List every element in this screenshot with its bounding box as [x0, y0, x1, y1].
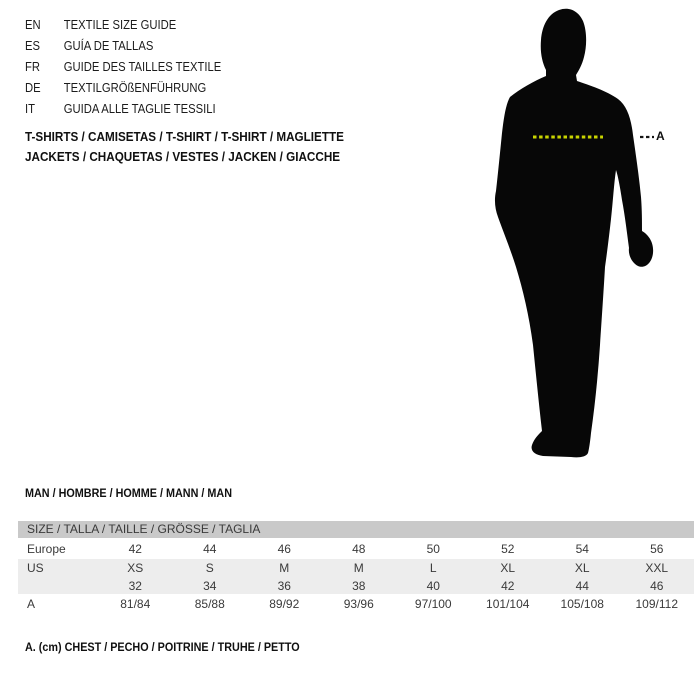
man-silhouette-svg: [458, 4, 683, 459]
size-cell: 89/92: [269, 597, 300, 611]
language-code: DE: [25, 81, 41, 95]
size-cell: L: [429, 561, 437, 575]
section-title-man: MAN / HOMBRE / HOMME / MANN / MAN: [25, 486, 232, 500]
language-code: EN: [25, 18, 41, 32]
size-cell: 85/88: [194, 597, 225, 611]
table-row-europe: [18, 538, 694, 559]
language-code: ES: [25, 39, 41, 53]
size-cell: 48: [352, 541, 366, 556]
language-label: GUIDA ALLE TAGLIE TESSILI: [63, 102, 216, 116]
language-list: [25, 15, 221, 120]
size-cell: 40: [426, 578, 440, 593]
language-row: [25, 78, 221, 99]
man-silhouette-path: [495, 9, 653, 458]
size-cell: 109/112: [635, 597, 678, 611]
size-cell: XS: [127, 561, 144, 575]
language-row: [25, 57, 221, 78]
size-cell: 44: [203, 541, 217, 556]
row-label: US: [27, 561, 44, 575]
language-code: IT: [25, 102, 35, 116]
measurement-footnote: A. (cm) CHEST / PECHO / POITRINE / TRUHE / PETTO: [25, 640, 300, 654]
table-row-us: [18, 559, 694, 577]
size-cell: 54: [575, 541, 589, 556]
size-cell: M: [353, 561, 364, 575]
size-cell: 52: [501, 541, 515, 556]
size-cell: 50: [426, 541, 440, 556]
size-cell: 46: [650, 578, 664, 593]
size-cell: 36: [277, 578, 291, 593]
size-cell: 34: [203, 578, 217, 593]
size-cell: XL: [574, 561, 590, 575]
size-cell: 97/100: [414, 597, 452, 611]
language-label: GUIDE DES TAILLES TEXTILE: [63, 60, 222, 74]
size-cell: 38: [352, 578, 366, 593]
size-cell: 42: [501, 578, 515, 593]
size-cell: S: [205, 561, 214, 575]
size-cell: XXL: [645, 561, 669, 575]
language-row: [25, 15, 221, 36]
table-row-chest-cm: [18, 594, 694, 614]
size-table-header: SIZE / TALLA / TAILLE / GRÖSSE / TAGLIA: [18, 521, 694, 538]
language-label: TEXTILE SIZE GUIDE: [63, 18, 177, 32]
size-cell: 44: [575, 578, 589, 593]
chest-marker-label: A: [656, 129, 665, 143]
language-label: GUÍA DE TALLAS: [63, 39, 154, 53]
product-line-jackets: JACKETS / CHAQUETAS / VESTES / JACKEN / GIACCHE: [25, 149, 341, 164]
language-code: FR: [25, 60, 41, 74]
size-cell: 105/108: [560, 597, 604, 611]
size-cell: 93/96: [343, 597, 374, 611]
size-cell: 46: [277, 541, 291, 556]
language-row: [25, 99, 221, 120]
size-cell: 81/84: [120, 597, 151, 611]
size-cell: 101/104: [486, 597, 530, 611]
language-row: [25, 36, 221, 57]
size-table: [18, 521, 694, 614]
row-label: A: [27, 597, 36, 611]
size-cell: 42: [128, 541, 142, 556]
size-cell: XL: [500, 561, 516, 575]
size-cell: M: [279, 561, 290, 575]
man-silhouette-figure: [458, 4, 683, 459]
language-label: TEXTILGRÖßENFÜHRUNG: [63, 81, 207, 95]
size-cell: 56: [650, 541, 664, 556]
table-row-numeric: [18, 577, 694, 594]
size-cell: 32: [128, 578, 142, 593]
product-line-tshirts: T-SHIRTS / CAMISETAS / T-SHIRT / T-SHIRT / MAGLIETTE: [25, 129, 344, 144]
product-categories: [25, 127, 344, 167]
row-label: Europe: [27, 541, 66, 556]
